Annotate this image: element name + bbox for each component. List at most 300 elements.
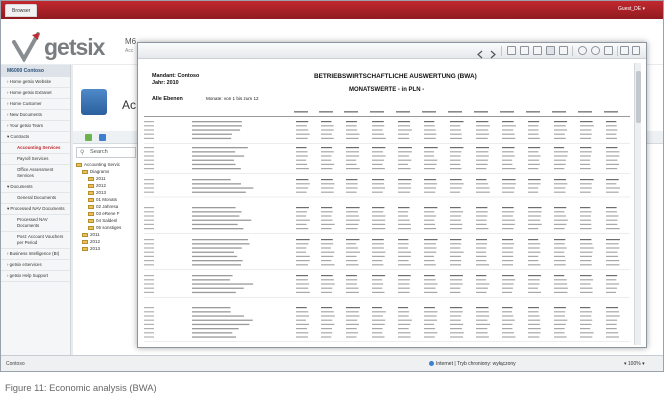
folder-icon (88, 198, 94, 202)
cell-value-mark (606, 134, 616, 135)
cell-value-mark (528, 125, 538, 126)
row-code-mark (144, 328, 154, 329)
cell-value-mark (528, 243, 540, 244)
cell-value-mark (346, 211, 358, 212)
cell-value-mark (372, 279, 382, 280)
cell-value-mark (398, 324, 410, 325)
row-code-mark (144, 207, 154, 208)
cell-value-mark (424, 179, 436, 180)
row-code-mark (144, 147, 154, 148)
scrollbar-thumb[interactable] (636, 71, 641, 123)
refresh-icon[interactable] (85, 134, 92, 141)
cell-value-mark (502, 311, 512, 312)
cell-value-mark (346, 179, 358, 180)
cell-value-mark (476, 336, 489, 337)
cell-value-mark (606, 260, 619, 261)
sidebar-item[interactable]: › Home Customer (1, 99, 70, 110)
cell-value-mark (296, 134, 310, 135)
cell-value-mark (372, 252, 385, 253)
cell-value-mark (321, 260, 331, 261)
tree-item[interactable] (76, 182, 140, 189)
tree-item[interactable] (76, 161, 140, 168)
cell-value-mark (554, 260, 566, 261)
tree-item[interactable] (76, 238, 140, 245)
cell-value-mark (606, 292, 616, 293)
cell-value-mark (450, 164, 460, 165)
cell-value-mark (606, 168, 617, 169)
cell-value-mark (580, 134, 592, 135)
tree-item[interactable] (76, 175, 140, 182)
tree-item-label: 03 eRene F (96, 211, 120, 216)
cell-value-mark (554, 215, 566, 216)
tree-item-label: Accounting Servic (84, 162, 121, 167)
row-label-mark (192, 168, 241, 169)
cell-value-mark (424, 243, 436, 244)
cell-value-mark (321, 155, 332, 156)
cell-value-mark (346, 336, 356, 337)
next-page-icon[interactable] (488, 46, 497, 55)
tree-item[interactable] (76, 189, 140, 196)
sidebar-item[interactable]: ▾ Contracts (1, 132, 70, 143)
tree-item[interactable] (76, 210, 140, 217)
print-icon[interactable] (632, 46, 640, 55)
cell-value-mark (606, 215, 619, 216)
row-label-mark (192, 324, 249, 325)
cell-value-mark (398, 264, 411, 265)
report-mandant: Mandant: Contoso (152, 73, 200, 79)
cell-value-mark (554, 243, 565, 244)
cell-value-mark (580, 129, 591, 130)
cell-value-mark (372, 256, 385, 257)
rotate-icon[interactable] (604, 46, 613, 55)
cell-value-mark (554, 164, 566, 165)
cell-value-mark (346, 260, 357, 261)
figure-caption: Figure 11: Economic analysis (BWA) (5, 382, 157, 393)
cell-value-mark (606, 183, 616, 184)
toolbar-separator (501, 46, 502, 56)
cell-value-mark (372, 121, 384, 122)
cell-value-mark (398, 183, 411, 184)
column-header-mark (578, 111, 592, 113)
cell-value-mark (502, 155, 515, 156)
cell-value-mark (606, 151, 619, 152)
cell-value-mark (606, 247, 619, 248)
toolbar-separator (572, 46, 573, 56)
cell-value-mark (372, 247, 384, 248)
row-label-mark (192, 147, 248, 148)
cell-value-mark (606, 283, 619, 284)
cell-value-mark (346, 160, 356, 161)
cell-value-mark (606, 279, 616, 280)
cell-value-mark (450, 288, 460, 289)
cell-value-mark (580, 252, 593, 253)
cell-value-mark (296, 179, 308, 180)
row-label-mark (192, 260, 243, 261)
row-label-mark (192, 283, 253, 284)
logo-swoosh-icon (11, 32, 41, 62)
cell-value-mark (502, 215, 513, 216)
cell-value-mark (398, 243, 409, 244)
cell-value-mark (502, 264, 513, 265)
sidebar-item[interactable]: Processed NAV Documents (1, 215, 70, 232)
cell-value-mark (346, 134, 360, 135)
cell-value-mark (296, 211, 307, 212)
cell-value-mark (476, 121, 488, 122)
cell-value-mark (296, 288, 308, 289)
row-label-mark (192, 224, 238, 225)
cell-value-mark (398, 138, 409, 139)
column-header-mark (294, 111, 308, 113)
cell-value-mark (398, 179, 412, 180)
cell-value-mark (398, 292, 410, 293)
cell-value-mark (321, 164, 334, 165)
cell-value-mark (528, 228, 538, 229)
cell-value-mark (528, 211, 542, 212)
sidebar-item[interactable]: › getsix Help Support (1, 271, 70, 282)
cell-value-mark (296, 155, 308, 156)
row-label-mark (192, 215, 239, 216)
cell-value-mark (580, 168, 591, 169)
cell-value-mark (424, 279, 436, 280)
cell-value-mark (296, 264, 308, 265)
cell-value-mark (321, 288, 332, 289)
cell-value-mark (580, 151, 592, 152)
column-header-mark (422, 111, 436, 113)
cell-value-mark (502, 243, 514, 244)
cell-value-mark (296, 247, 306, 248)
cell-value-mark (580, 220, 591, 221)
row-label-mark (192, 336, 236, 337)
cell-value-mark (554, 228, 565, 229)
cell-value-mark (372, 155, 386, 156)
folder-icon (88, 191, 94, 195)
cell-value-mark (346, 224, 358, 225)
cell-value-mark (450, 252, 464, 253)
cell-value-mark (321, 228, 331, 229)
sidebar-item[interactable]: › New Documents (1, 110, 70, 121)
cell-value-mark (372, 168, 385, 169)
cell-value-mark (398, 168, 411, 169)
cell-value-mark (502, 315, 513, 316)
cell-value-mark (296, 168, 309, 169)
cell-value-mark (528, 207, 542, 208)
cell-value-mark (476, 320, 487, 321)
cell-value-mark (554, 288, 568, 289)
sidebar-item[interactable]: Payroll Services (1, 154, 70, 165)
cell-value-mark (606, 121, 616, 122)
row-label-mark (192, 121, 242, 122)
sidebar-item[interactable]: Post: Account Vouchers per Period (1, 232, 70, 249)
cell-value-mark (424, 160, 437, 161)
cell-value-mark (321, 239, 333, 240)
cell-value-mark (554, 179, 566, 180)
cell-value-mark (372, 207, 384, 208)
cell-value-mark (502, 279, 515, 280)
row-code-mark (144, 138, 154, 139)
row-label-mark (192, 256, 237, 257)
cell-value-mark (502, 138, 515, 139)
row-code-mark (144, 264, 154, 265)
cell-value-mark (372, 275, 385, 276)
save-icon[interactable] (620, 46, 629, 55)
row-label-mark (192, 307, 230, 308)
row-code-mark (144, 279, 154, 280)
cell-value-mark (528, 324, 540, 325)
cell-value-mark (502, 324, 512, 325)
cell-value-mark (476, 288, 488, 289)
accounting-module-icon (81, 89, 107, 115)
search-box[interactable] (76, 147, 136, 158)
cell-value-mark (476, 151, 488, 152)
cell-value-mark (450, 247, 460, 248)
security-zone (429, 361, 516, 367)
column-header-mark (370, 111, 384, 113)
cell-value-mark (502, 151, 514, 152)
tree-item-label: 04 Saldenl (96, 218, 118, 223)
cell-value-mark (398, 192, 410, 193)
cell-value-mark (321, 183, 335, 184)
cell-value-mark (321, 147, 332, 148)
cell-value-mark (346, 307, 360, 308)
viewer-scrollbar[interactable] (634, 63, 641, 345)
cell-value-mark (606, 129, 617, 130)
sidebar-item[interactable]: General Documents (1, 193, 70, 204)
module-title: Ac (122, 98, 137, 112)
cell-value-mark (476, 155, 489, 156)
cell-value-mark (372, 138, 386, 139)
sidebar-item[interactable]: › Your getsix Team (1, 121, 70, 132)
sidebar-item[interactable]: ▾ Processed NAV Documents (1, 204, 70, 215)
cell-value-mark (528, 332, 541, 333)
cell-value-mark (554, 315, 565, 316)
cell-value-mark (528, 279, 540, 280)
row-label-mark (192, 288, 244, 289)
cell-value-mark (398, 134, 409, 135)
cell-value-mark (424, 147, 438, 148)
tree-item-label: 01 Monats (96, 197, 118, 202)
row-label-mark (192, 183, 241, 184)
cell-value-mark (606, 164, 619, 165)
cell-value-mark (424, 207, 437, 208)
sidebar-item[interactable]: › Business Intelligence (BI) (1, 249, 70, 260)
cell-value-mark (321, 320, 332, 321)
report-year: Jahr: 2010 (152, 80, 179, 86)
tree-item[interactable] (76, 203, 140, 210)
cell-value-mark (476, 192, 490, 193)
cell-value-mark (528, 307, 539, 308)
tree-item-label: 02 Jahresa (96, 204, 119, 209)
cell-value-mark (296, 192, 307, 193)
sidebar-item[interactable]: Office Assessment Services (1, 165, 70, 182)
cell-value-mark (476, 129, 488, 130)
cell-value-mark (424, 328, 435, 329)
row-code-mark (144, 324, 154, 325)
globe-icon (429, 361, 434, 366)
single-page-icon[interactable] (507, 46, 516, 55)
row-code-mark (144, 134, 154, 135)
cell-value-mark (424, 315, 437, 316)
report-subtitle: MONATSWERTE - in PLN - (349, 87, 425, 93)
cell-value-mark (528, 192, 538, 193)
tree-item[interactable] (76, 245, 140, 252)
cell-value-mark (476, 183, 488, 184)
cell-value-mark (372, 228, 385, 229)
cell-value-mark (424, 211, 434, 212)
cell-value-mark (372, 332, 382, 333)
cell-value-mark (580, 247, 594, 248)
cell-value-mark (528, 288, 538, 289)
cell-value-mark (580, 332, 594, 333)
cell-value-mark (580, 215, 591, 216)
cell-value-mark (372, 220, 385, 221)
cell-value-mark (528, 151, 538, 152)
cell-value-mark (372, 328, 383, 329)
sidebar-item[interactable]: Accounting Services (1, 143, 70, 154)
tree-item-label: 2013 (90, 246, 101, 251)
cell-value-mark (580, 311, 592, 312)
cell-value-mark (424, 275, 435, 276)
row-label-mark (192, 192, 246, 193)
cell-value-mark (580, 260, 591, 261)
cell-value-mark (502, 260, 513, 261)
cell-value-mark (580, 307, 590, 308)
cell-value-mark (528, 121, 539, 122)
tree-item[interactable] (76, 224, 140, 231)
cell-value-mark (321, 129, 334, 130)
tree-item[interactable] (76, 196, 140, 203)
cell-value-mark (606, 328, 617, 329)
two-page-icon[interactable] (520, 46, 529, 55)
cell-value-mark (554, 129, 567, 130)
cell-value-mark (502, 129, 513, 130)
cell-value-mark (372, 179, 384, 180)
cell-value-mark (528, 224, 542, 225)
header-title: M6 (125, 37, 137, 46)
cell-value-mark (476, 307, 488, 308)
zoom-out-icon[interactable] (578, 46, 587, 55)
cell-value-mark (554, 151, 568, 152)
cell-value-mark (606, 288, 617, 289)
cell-value-mark (372, 324, 385, 325)
cell-value-mark (372, 315, 383, 316)
cell-value-mark (476, 187, 490, 188)
cell-value-mark (554, 121, 567, 122)
cell-value-mark (580, 328, 590, 329)
cell-value-mark (502, 332, 514, 333)
zoom-control[interactable]: ▾ 100% ▾ (624, 361, 645, 367)
row-label-mark (192, 125, 242, 126)
cell-value-mark (296, 121, 308, 122)
report-months-range: Monate: von 1 bis zum 12 (206, 96, 259, 101)
cell-value-mark (554, 125, 566, 126)
cell-value-mark (372, 336, 385, 337)
cell-value-mark (450, 292, 460, 293)
cell-value-mark (476, 179, 486, 180)
folder-icon (76, 163, 82, 167)
cell-value-mark (321, 252, 334, 253)
cell-value-mark (450, 260, 461, 261)
cell-value-mark (502, 168, 516, 169)
cell-value-mark (580, 320, 592, 321)
cell-value-mark (606, 324, 617, 325)
sidebar-item[interactable]: › getsix eServices (1, 260, 70, 271)
cell-value-mark (580, 125, 594, 126)
cell-value-mark (502, 220, 515, 221)
cell-value-mark (398, 283, 410, 284)
cell-value-mark (296, 160, 306, 161)
prev-page-icon[interactable] (476, 46, 485, 55)
cell-value-mark (554, 168, 564, 169)
cell-value-mark (424, 252, 436, 253)
cell-value-mark (580, 283, 591, 284)
browser-tab[interactable]: Browser (5, 4, 37, 17)
cell-value-mark (528, 320, 540, 321)
cell-value-mark (476, 224, 487, 225)
cell-value-mark (476, 147, 489, 148)
cell-value-mark (580, 239, 591, 240)
cell-value-mark (424, 155, 434, 156)
cell-value-mark (346, 283, 357, 284)
cell-value-mark (424, 260, 435, 261)
cell-value-mark (528, 215, 541, 216)
cell-value-mark (296, 125, 307, 126)
cell-value-mark (554, 247, 567, 248)
column-header-mark (500, 111, 514, 113)
cell-value-mark (606, 239, 620, 240)
fit-page-icon[interactable] (546, 46, 555, 55)
cell-value-mark (398, 320, 412, 321)
row-label-mark (192, 320, 253, 321)
cell-value-mark (476, 239, 487, 240)
user-menu[interactable]: Guest_DE ▾ (618, 6, 645, 12)
cell-value-mark (450, 138, 462, 139)
getsix-logo[interactable] (11, 32, 134, 62)
cell-value-mark (372, 243, 384, 244)
row-code-mark (144, 215, 154, 216)
tree-item[interactable] (76, 168, 140, 175)
cell-value-mark (502, 121, 514, 122)
cell-value-mark (372, 311, 386, 312)
cell-value-mark (398, 147, 412, 148)
sidebar-item[interactable]: › Home getsix Website (1, 77, 70, 88)
row-label-mark (192, 151, 235, 152)
cell-value-mark (476, 215, 487, 216)
cell-value-mark (424, 247, 436, 248)
cell-value-mark (346, 220, 360, 221)
tree-item[interactable] (76, 217, 140, 224)
sidebar-item[interactable]: › Home getsix Extranet (1, 88, 70, 99)
cell-value-mark (606, 336, 619, 337)
cell-value-mark (528, 260, 538, 261)
cell-value-mark (398, 121, 410, 122)
cell-value-mark (528, 239, 538, 240)
row-code-mark (144, 336, 154, 337)
fit-width-icon[interactable] (533, 46, 542, 55)
cell-value-mark (398, 279, 410, 280)
add-folder-icon[interactable] (99, 134, 106, 141)
cell-value-mark (580, 187, 592, 188)
cell-value-mark (296, 283, 309, 284)
cell-value-mark (580, 211, 592, 212)
cell-value-mark (321, 121, 331, 122)
cell-value-mark (554, 155, 567, 156)
sidebar-item[interactable]: ▾ Documents (1, 182, 70, 193)
fullscreen-icon[interactable] (559, 46, 568, 55)
zoom-in-icon[interactable] (591, 46, 600, 55)
row-code-mark (144, 256, 154, 257)
cell-value-mark (398, 164, 408, 165)
tree-item[interactable] (76, 231, 140, 238)
